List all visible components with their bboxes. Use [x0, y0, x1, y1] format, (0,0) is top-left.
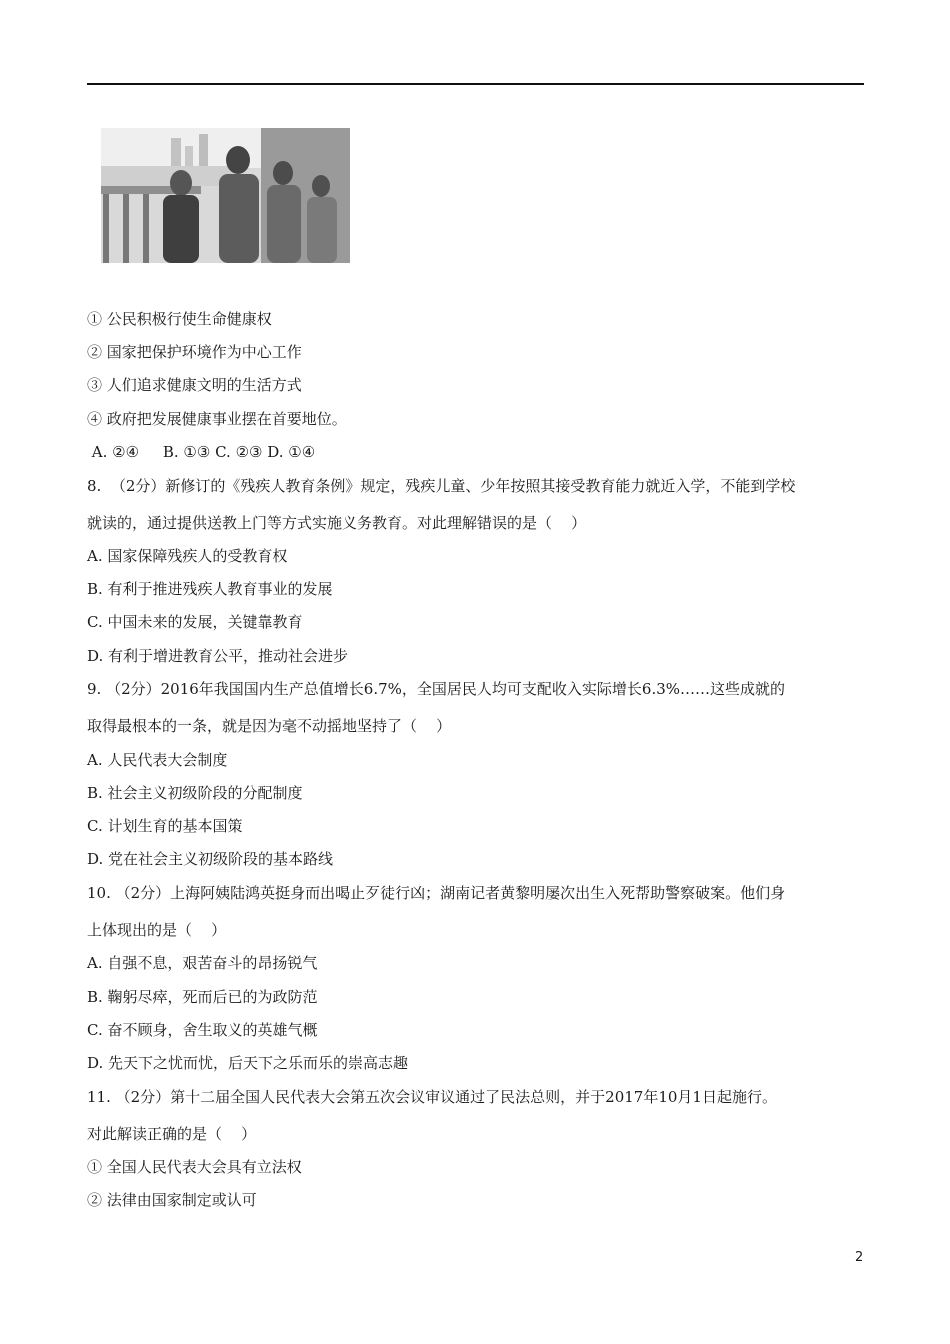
question-stem: 就读的，通过提供送教上门等方式实施义务教育。对此理解错误的是（ ） — [87, 514, 587, 532]
photo-people-walking — [101, 128, 350, 263]
question-stem: 上体现出的是（ ） — [87, 921, 227, 939]
page-number: 2 — [855, 1250, 864, 1265]
header-rule — [87, 83, 864, 85]
question-stem: 对此解读正确的是（ ） — [87, 1125, 257, 1143]
option-line: A. 自强不息，艰苦奋斗的昂扬锐气 — [87, 954, 318, 972]
option-line: B. 社会主义初级阶段的分配制度 — [87, 784, 303, 802]
option-line: ④ 政府把发展健康事业摆在首要地位。 — [87, 410, 347, 428]
option-line: D. 党在社会主义初级阶段的基本路线 — [87, 850, 334, 868]
option-line: A. 人民代表大会制度 — [87, 751, 228, 769]
question-stem: 9. （2分）2016年我国国内生产总值增长6.7%，全国居民人均可支配收入实际增长6.3%……这些成就的 — [87, 680, 786, 698]
option-line: B. 有利于推进残疾人教育事业的发展 — [87, 580, 333, 598]
option-line: C. 计划生育的基本国策 — [87, 817, 243, 835]
answer-choices: A. ②④ B. ①③ C. ②③ D. ①④ — [87, 443, 316, 461]
option-line: A. 国家保障残疾人的受教育权 — [87, 547, 288, 565]
question-stem: 10. （2分）上海阿姨陆鸿英挺身而出喝止歹徒行凶；湖南记者黄黎明屡次出生入死帮助警察破案。他们身 — [87, 884, 786, 902]
question-stem: 取得最根本的一条，就是因为毫不动摇地坚持了（ ） — [87, 717, 452, 735]
option-line: D. 先天下之忧而忧，后天下之乐而乐的崇高志趣 — [87, 1054, 409, 1072]
option-line: ② 法律由国家制定或认可 — [87, 1191, 257, 1209]
option-line: B. 鞠躬尽瘁，死而后已的为政防范 — [87, 988, 318, 1006]
option-line: C. 中国未来的发展，关键靠教育 — [87, 613, 303, 631]
option-line: ② 国家把保护环境作为中心工作 — [87, 343, 302, 361]
option-line: ① 全国人民代表大会具有立法权 — [87, 1158, 302, 1176]
option-line: ① 公民积极行使生命健康权 — [87, 310, 272, 328]
option-line: ③ 人们追求健康文明的生活方式 — [87, 376, 302, 394]
question-stem: 8. （2分）新修订的《残疾人教育条例》规定，残疾儿童、少年按照其接受教育能力就近入学，不能到学校 — [87, 477, 796, 495]
option-line: D. 有利于增进教育公平，推动社会进步 — [87, 647, 349, 665]
option-line: C. 奋不顾身，舍生取义的英雄气概 — [87, 1021, 318, 1039]
question-stem: 11. （2分）第十二届全国人民代表大会第五次会议审议通过了民法总则，并于2017年10月1日起施行。 — [87, 1088, 777, 1106]
